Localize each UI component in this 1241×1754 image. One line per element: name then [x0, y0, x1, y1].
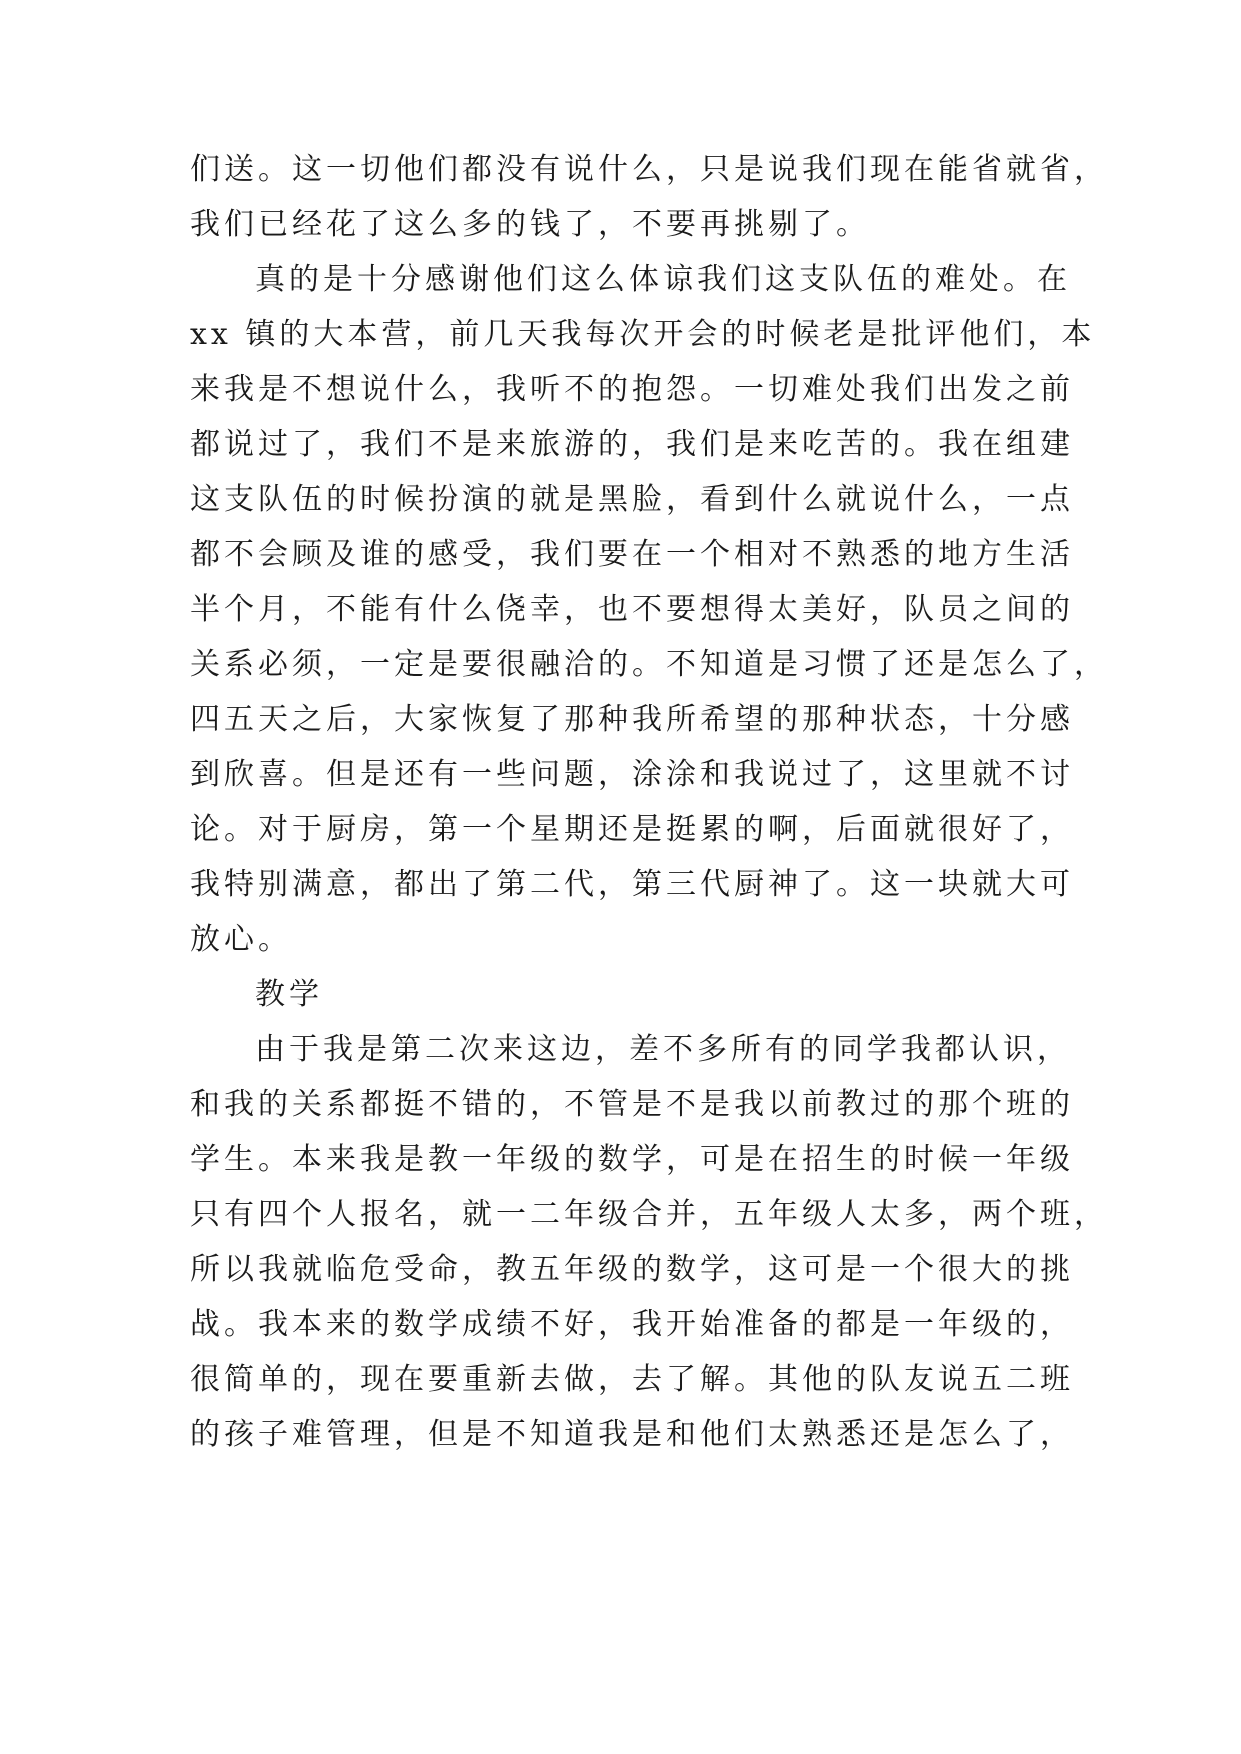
text-line: 半个月，不能有什么侥幸，也不要想得太美好，队员之间的: [190, 592, 1074, 627]
text-line: 战。我本来的数学成绩不好，我开始准备的都是一年级的，: [190, 1307, 1074, 1342]
text-line: 论。对于厨房，第一个星期还是挺累的啊，后面就很好了，: [190, 812, 1074, 847]
paragraph-start-line: 真的是十分感谢他们这么体谅我们这支队伍的难处。在: [255, 262, 1071, 297]
text-line: 都说过了，我们不是来旅游的，我们是来吃苦的。我在组建: [190, 427, 1074, 462]
text-line: 学生。本来我是教一年级的数学，可是在招生的时候一年级: [190, 1142, 1074, 1177]
text-line: 所以我就临危受命，教五年级的数学，这可是一个很大的挑: [190, 1252, 1074, 1287]
text-line: 只有四个人报名，就一二年级合并，五年级人太多，两个班，: [190, 1197, 1108, 1232]
text-line: 我们已经花了这么多的钱了，不要再挑剔了。: [190, 207, 870, 242]
text-line: 都不会顾及谁的感受，我们要在一个相对不熟悉的地方生活: [190, 537, 1074, 572]
text-line: 这支队伍的时候扮演的就是黑脸，看到什么就说什么，一点: [190, 482, 1074, 517]
section-heading: 教学: [255, 977, 323, 1012]
text-line: 四五天之后，大家恢复了那种我所希望的那种状态，十分感: [190, 702, 1074, 737]
text-line: 很简单的，现在要重新去做，去了解。其他的队友说五二班: [190, 1362, 1074, 1397]
text-line: 来我是不想说什么，我听不的抱怨。一切难处我们出发之前: [190, 372, 1074, 407]
text-line: 放心。: [190, 922, 292, 957]
text-line: 和我的关系都挺不错的，不管是不是我以前教过的那个班的: [190, 1087, 1074, 1122]
text-line: 关系必须，一定是要很融洽的。不知道是习惯了还是怎么了，: [190, 647, 1108, 682]
text-line: 到欣喜。但是还有一些问题，涂涂和我说过了，这里就不讨: [190, 757, 1074, 792]
text-line: xx 镇的大本营，前几天我每次开会的时候老是批评他们，本: [190, 317, 1096, 352]
text-line: 们送。这一切他们都没有说什么，只是说我们现在能省就省，: [190, 152, 1108, 187]
text-line: 的孩子难管理，但是不知道我是和他们太熟悉还是怎么了，: [190, 1417, 1074, 1452]
text-line: 我特别满意，都出了第二代，第三代厨神了。这一块就大可: [190, 867, 1074, 902]
paragraph-start-line: 由于我是第二次来这边，差不多所有的同学我都认识，: [255, 1032, 1071, 1067]
